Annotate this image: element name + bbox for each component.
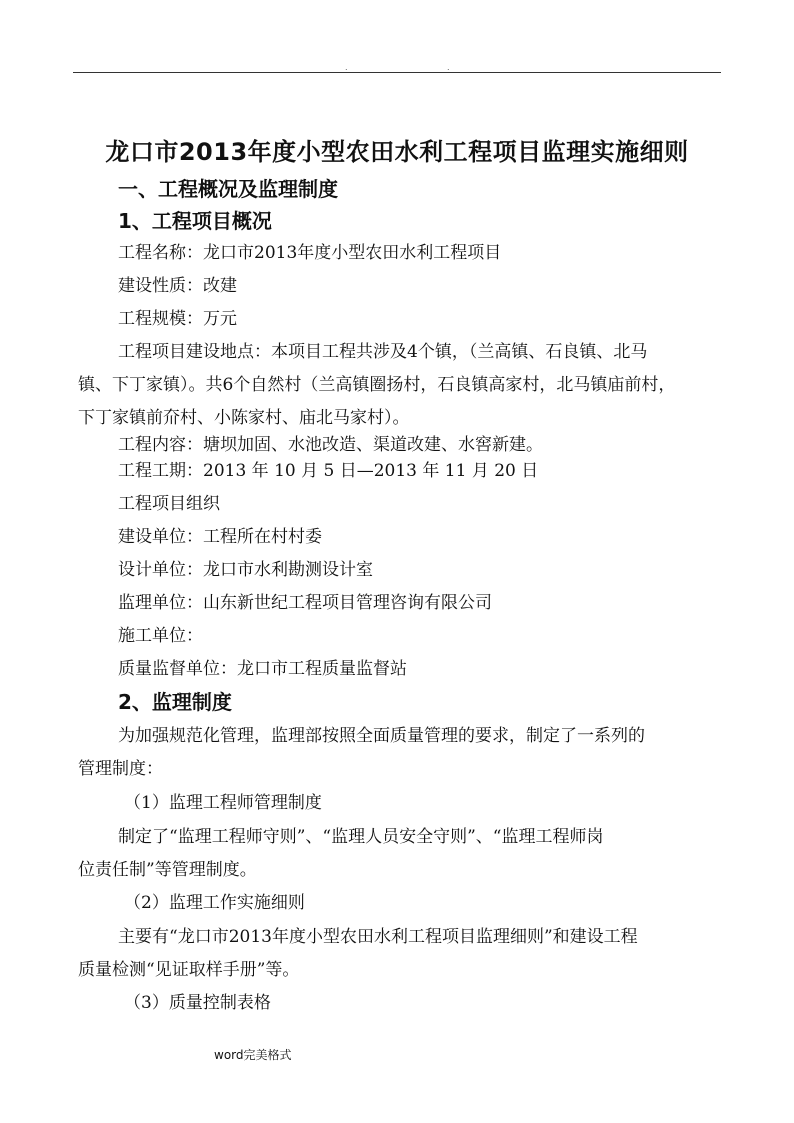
section-heading: 一、工程概况及监理制度 <box>118 177 338 201</box>
footer-text: word完美格式 <box>214 1048 292 1062</box>
contractor-unit: 施工单位： <box>118 626 203 646</box>
list-item: （3）质量控制表格 <box>124 993 271 1013</box>
paragraph-line: 为加强规范化管理，监理部按照全面质量管理的要求，制定了一系列的 <box>118 726 645 746</box>
builder-unit: 建设单位：工程所在村村委 <box>118 527 322 547</box>
header-dot: . <box>447 63 450 72</box>
subsection-heading: 1、工程项目概况 <box>118 209 272 233</box>
header-rule <box>73 72 721 73</box>
paragraph-line: 主要有“龙口市2013年度小型农田水利工程项目监理细则”和建设工程 <box>118 927 638 947</box>
header-dot: . <box>345 63 348 72</box>
list-item: （1）监理工程师管理制度 <box>124 793 322 813</box>
subsection-heading: 2、监理制度 <box>118 690 232 714</box>
paragraph-line: 制定了“监理工程师守则”、“监理人员安全守则”、“监理工程师岗 <box>118 827 604 847</box>
location-line: 下丁家镇前夼村、小陈家村、庙北马家村）。 <box>78 408 410 428</box>
paragraph-line: 质量检测“见证取样手册”等。 <box>78 960 300 980</box>
project-name: 工程名称：龙口市2013年度小型农田水利工程项目 <box>118 243 502 263</box>
project-period: 工程工期：2013 年 10 月 5 日—2013 年 11 月 20 日 <box>118 461 539 481</box>
supervisor-unit: 监理单位：山东新世纪工程项目管理咨询有限公司 <box>118 593 492 613</box>
quality-supervision-unit: 质量监督单位：龙口市工程质量监督站 <box>118 659 407 679</box>
project-organization: 工程项目组织 <box>118 494 220 514</box>
location-line: 镇、下丁家镇）。共6个自然村（兰高镇圈扬村，石良镇高家村，北马镇庙前村， <box>78 375 676 395</box>
construction-nature: 建设性质：改建 <box>118 276 237 296</box>
document-title: 龙口市2013年度小型农田水利工程项目监理实施细则 <box>105 138 689 166</box>
paragraph-line: 位责任制”等管理制度。 <box>78 860 257 880</box>
paragraph-line: 管理制度： <box>78 759 163 779</box>
location-line: 工程项目建设地点：本项目工程共涉及4个镇，（兰高镇、石良镇、北马 <box>118 342 648 362</box>
list-item: （2）监理工作实施细则 <box>124 893 305 913</box>
designer-unit: 设计单位：龙口市水利勘测设计室 <box>118 560 373 580</box>
project-scale: 工程规模：万元 <box>118 309 237 329</box>
project-content: 工程内容：塘坝加固、水池改造、渠道改建、水窖新建。 <box>118 435 543 455</box>
